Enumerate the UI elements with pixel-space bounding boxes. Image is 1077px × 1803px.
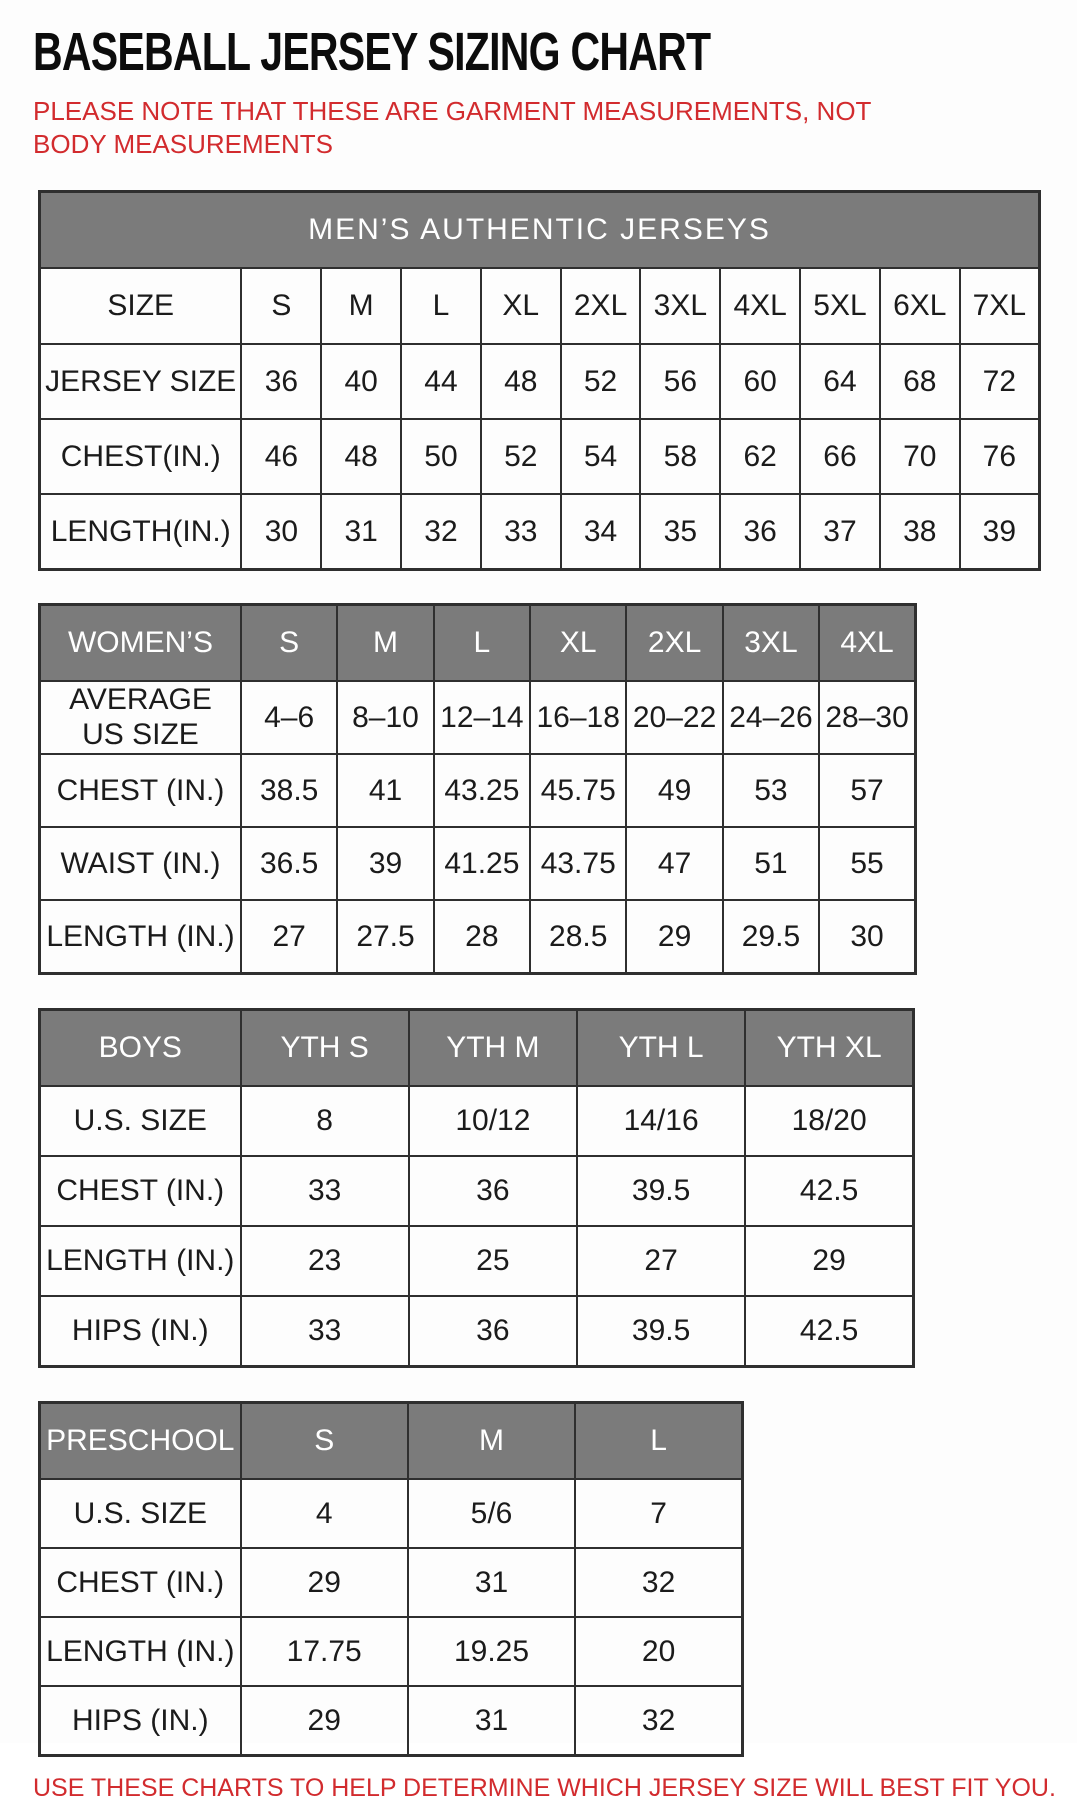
womens-header-row	[40, 605, 916, 682]
boys-row-2-label: LENGTH (IN.)	[40, 1226, 241, 1296]
boys-header-label: BOYS	[40, 1010, 241, 1087]
womens-row-0-value-4: 20–22	[626, 681, 722, 754]
womens-row-3-value-6: 30	[819, 900, 915, 974]
preschool-row-3-label: HIPS (IN.)	[40, 1686, 241, 1756]
preschool-row-3-value-0: 29	[241, 1686, 408, 1756]
preschool-header-col-3: L	[575, 1403, 742, 1480]
mens-row-2-value-6: 36	[720, 494, 800, 570]
womens-row-2-value-0: 36.5	[241, 827, 337, 900]
womens-row-0-value-1: 8–10	[337, 681, 433, 754]
womens-row-3-value-3: 28.5	[530, 900, 626, 974]
mens-row-1-value-0: 46	[241, 419, 321, 494]
mens-row-2	[40, 494, 1040, 570]
preschool-row-3-value-2: 32	[575, 1686, 742, 1756]
womens-row-3-label: LENGTH (IN.)	[40, 900, 241, 974]
womens-row-1-value-6: 57	[819, 754, 915, 827]
boys-header-row	[40, 1010, 914, 1087]
mens-header-col-9: 6XL	[880, 268, 960, 344]
boys-row-0	[40, 1086, 914, 1156]
womens-row-0-value-0: 4–6	[241, 681, 337, 754]
mens-header-col-5: 2XL	[561, 268, 641, 344]
womens-row-2	[40, 827, 916, 900]
mens-row-1-value-6: 62	[720, 419, 800, 494]
boys-header-col-3: YTH L	[577, 1010, 745, 1087]
womens-row-0-value-6: 28–30	[819, 681, 915, 754]
womens-row-0	[40, 681, 916, 754]
womens-row-1-value-3: 45.75	[530, 754, 626, 827]
mens-sizing-table	[38, 190, 1041, 571]
preschool-row-2-value-1: 19.25	[408, 1617, 575, 1686]
mens-row-2-value-3: 33	[481, 494, 561, 570]
mens-row-0-label: JERSEY SIZE	[40, 344, 242, 419]
preschool-row-1-value-0: 29	[241, 1548, 408, 1617]
boys-row-1-value-1: 36	[409, 1156, 577, 1226]
mens-row-1	[40, 419, 1040, 494]
womens-row-3-value-4: 29	[626, 900, 722, 974]
boys-row-0-value-3: 18/20	[745, 1086, 913, 1156]
page-title: BASEBALL JERSEY SIZING CHART	[33, 22, 711, 82]
womens-row-3-value-2: 28	[434, 900, 530, 974]
boys-row-3-value-2: 39.5	[577, 1296, 745, 1367]
womens-row-0-label: AVERAGE US SIZE	[40, 681, 241, 754]
boys-row-0-value-1: 10/12	[409, 1086, 577, 1156]
boys-row-0-label: U.S. SIZE	[40, 1086, 241, 1156]
womens-row-3	[40, 900, 916, 974]
mens-row-2-value-9: 39	[960, 494, 1040, 570]
boys-row-1-value-3: 42.5	[745, 1156, 913, 1226]
mens-header-col-7: 4XL	[720, 268, 800, 344]
preschool-header-col-1: S	[241, 1403, 408, 1480]
preschool-header-row	[40, 1403, 743, 1480]
boys-row-2-value-3: 29	[745, 1226, 913, 1296]
womens-row-1-value-5: 53	[723, 754, 819, 827]
womens-row-2-label: WAIST (IN.)	[40, 827, 241, 900]
preschool-row-1-label: CHEST (IN.)	[40, 1548, 241, 1617]
mens-row-1-value-1: 48	[321, 419, 401, 494]
womens-sizing-table	[38, 603, 917, 975]
womens-row-3-value-1: 27.5	[337, 900, 433, 974]
womens-row-0-value-5: 24–26	[723, 681, 819, 754]
womens-row-2-value-5: 51	[723, 827, 819, 900]
womens-row-1	[40, 754, 916, 827]
mens-row-2-value-8: 38	[880, 494, 960, 570]
sizing-tables-container	[33, 190, 1077, 1757]
mens-row-1-value-7: 66	[800, 419, 880, 494]
womens-row-3-value-5: 29.5	[723, 900, 819, 974]
mens-row-0-value-1: 40	[321, 344, 401, 419]
boys-row-1-value-2: 39.5	[577, 1156, 745, 1226]
womens-row-1-value-2: 43.25	[434, 754, 530, 827]
mens-row-1-label: CHEST(IN.)	[40, 419, 242, 494]
mens-header-col-8: 5XL	[800, 268, 880, 344]
boys-row-3-value-1: 36	[409, 1296, 577, 1367]
mens-row-1-value-3: 52	[481, 419, 561, 494]
womens-row-2-value-4: 47	[626, 827, 722, 900]
mens-row-0-value-3: 48	[481, 344, 561, 419]
boys-row-3	[40, 1296, 914, 1367]
mens-row-0-value-2: 44	[401, 344, 481, 419]
mens-row-1-value-2: 50	[401, 419, 481, 494]
footer-note: USE THESE CHARTS TO HELP DETERMINE WHICH JERSEY SIZE WILL BEST FIT YOU.	[33, 1774, 1056, 1803]
boys-row-1	[40, 1156, 914, 1226]
preschool-row-0-value-1: 5/6	[408, 1479, 575, 1548]
boys-row-2-value-2: 27	[577, 1226, 745, 1296]
mens-row-2-value-7: 37	[800, 494, 880, 570]
preschool-header-col-2: M	[408, 1403, 575, 1480]
mens-row-0-value-5: 56	[640, 344, 720, 419]
mens-row-1-value-8: 70	[880, 419, 960, 494]
preschool-row-2-label: LENGTH (IN.)	[40, 1617, 241, 1686]
preschool-row-2-value-2: 20	[575, 1617, 742, 1686]
boys-sizing-table	[38, 1008, 915, 1368]
boys-row-2-value-0: 23	[241, 1226, 409, 1296]
mens-header-col-1: S	[241, 268, 321, 344]
mens-header-label: SIZE	[40, 268, 242, 344]
preschool-row-1	[40, 1548, 743, 1617]
mens-row-0-value-7: 64	[800, 344, 880, 419]
womens-row-1-value-1: 41	[337, 754, 433, 827]
mens-banner-row	[40, 192, 1040, 269]
boys-row-1-label: CHEST (IN.)	[40, 1156, 241, 1226]
boys-row-3-label: HIPS (IN.)	[40, 1296, 241, 1367]
womens-row-2-value-2: 41.25	[434, 827, 530, 900]
mens-header-row	[40, 268, 1040, 344]
preschool-sizing-table	[38, 1401, 744, 1757]
preschool-row-0-value-0: 4	[241, 1479, 408, 1548]
womens-row-1-value-4: 49	[626, 754, 722, 827]
boys-row-3-value-0: 33	[241, 1296, 409, 1367]
boys-row-2-value-1: 25	[409, 1226, 577, 1296]
womens-row-2-value-1: 39	[337, 827, 433, 900]
preschool-row-3-value-1: 31	[408, 1686, 575, 1756]
mens-banner: MEN’S AUTHENTIC JERSEYS	[40, 192, 1040, 269]
preschool-row-1-value-2: 32	[575, 1548, 742, 1617]
mens-row-0-value-0: 36	[241, 344, 321, 419]
womens-header-col-3: L	[434, 605, 530, 682]
boys-header-col-2: YTH M	[409, 1010, 577, 1087]
preschool-row-3	[40, 1686, 743, 1756]
preschool-row-0-value-2: 7	[575, 1479, 742, 1548]
mens-row-2-value-2: 32	[401, 494, 481, 570]
mens-row-2-label: LENGTH(IN.)	[40, 494, 242, 570]
womens-row-0-value-2: 12–14	[434, 681, 530, 754]
boys-header-col-4: YTH XL	[745, 1010, 913, 1087]
mens-header-col-2: M	[321, 268, 401, 344]
preschool-row-0-label: U.S. SIZE	[40, 1479, 241, 1548]
mens-header-col-4: XL	[481, 268, 561, 344]
mens-header-col-6: 3XL	[640, 268, 720, 344]
boys-row-0-value-0: 8	[241, 1086, 409, 1156]
womens-row-2-value-3: 43.75	[530, 827, 626, 900]
womens-row-1-label: CHEST (IN.)	[40, 754, 241, 827]
womens-header-label: WOMEN’S	[40, 605, 241, 682]
mens-row-0-value-6: 60	[720, 344, 800, 419]
preschool-row-2-value-0: 17.75	[241, 1617, 408, 1686]
womens-header-col-7: 4XL	[819, 605, 915, 682]
mens-header-col-10: 7XL	[960, 268, 1040, 344]
womens-row-1-value-0: 38.5	[241, 754, 337, 827]
womens-header-col-1: S	[241, 605, 337, 682]
preschool-row-2	[40, 1617, 743, 1686]
mens-row-0-value-4: 52	[561, 344, 641, 419]
womens-header-col-6: 3XL	[723, 605, 819, 682]
garment-measurement-note: PLEASE NOTE THAT THESE ARE GARMENT MEASUREMENTS, NOT BODY MEASUREMENTS	[33, 95, 871, 160]
womens-header-col-5: 2XL	[626, 605, 722, 682]
mens-row-0-value-9: 72	[960, 344, 1040, 419]
boys-row-2	[40, 1226, 914, 1296]
mens-row-0-value-8: 68	[880, 344, 960, 419]
mens-row-2-value-4: 34	[561, 494, 641, 570]
boys-row-3-value-3: 42.5	[745, 1296, 913, 1367]
preschool-header-label: PRESCHOOL	[40, 1403, 241, 1480]
womens-row-3-value-0: 27	[241, 900, 337, 974]
mens-header-col-3: L	[401, 268, 481, 344]
boys-header-col-1: YTH S	[241, 1010, 409, 1087]
mens-row-1-value-9: 76	[960, 419, 1040, 494]
womens-header-col-2: M	[337, 605, 433, 682]
womens-row-2-value-6: 55	[819, 827, 915, 900]
mens-row-2-value-1: 31	[321, 494, 401, 570]
boys-row-1-value-0: 33	[241, 1156, 409, 1226]
mens-row-2-value-5: 35	[640, 494, 720, 570]
womens-header-col-4: XL	[530, 605, 626, 682]
mens-row-0	[40, 344, 1040, 419]
mens-row-2-value-0: 30	[241, 494, 321, 570]
mens-row-1-value-5: 58	[640, 419, 720, 494]
mens-row-1-value-4: 54	[561, 419, 641, 494]
womens-row-0-value-3: 16–18	[530, 681, 626, 754]
preschool-row-1-value-1: 31	[408, 1548, 575, 1617]
boys-row-0-value-2: 14/16	[577, 1086, 745, 1156]
preschool-row-0	[40, 1479, 743, 1548]
